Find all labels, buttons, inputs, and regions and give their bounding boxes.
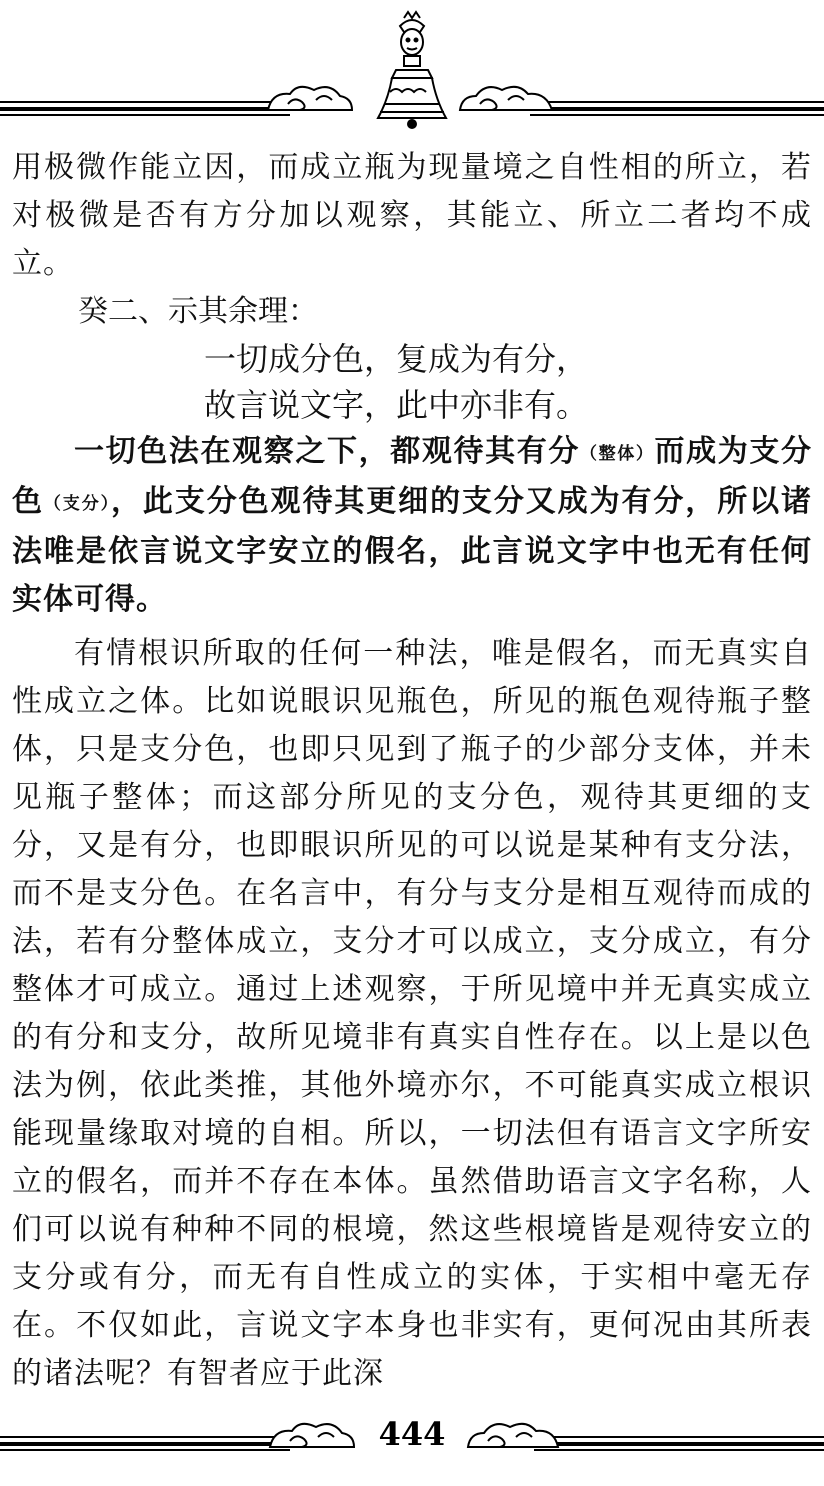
body-paragraph: 有情根识所取的任何一种法，唯是假名，而无真实自性成立之体。比如说眼识见瓶色，所见的瓶色观待瓶子整体，只是支分色，也即只见到了瓶子的少部分支体，并未见瓶子整体；而这部分所见的支分色，观待其更细的支分，又是有分，也即眼识所见的可以说是某种有支分法，而不是支分色。在名言中，有分与支分是相互观待而成的法，若有分整体成立，支分才可以成立，支分成立，有分整体才可成立。通过上述观察，于所见境中并无真实成立的有分和支分，故所见境非有真实自性存在。以上是以色法为例，依此类推，其他外境亦尔，不可能真实成立根识能现量缘取对境的自相。所以，一切法但有语言文字所安立的假名，而并不存在本体。虽然借助语言文字名称，人们可以说有种种不同的根境，然这些根境皆是观待安立的支分或有分，而无有自性成立的实体，于实相中毫无存在。不仅如此，言说文字本身也非实有，更何况由其所表的诸法呢？有智者应于此深 — [12, 636, 812, 1391]
cloud-scroll-icon — [268, 87, 352, 110]
cloud-scroll-icon — [468, 1424, 558, 1447]
section-heading: 癸二、示其余理： — [78, 294, 318, 329]
annotation-note: （整体） — [580, 444, 655, 464]
header-rule-right — [530, 102, 824, 115]
commentary-paragraph — [12, 428, 812, 624]
annotation-note: （支分） — [43, 494, 112, 514]
commentary-text: 一切色法在观察之下，都观待其有分 — [74, 434, 580, 469]
bell-icon — [378, 12, 446, 128]
page-number: 444 — [378, 1415, 446, 1453]
verse-line: 一切成分色，复成为有分， — [204, 340, 589, 378]
commentary-text: ，此支分色观待其更细的支分又成为有分，所以诸法唯是依言说文字安立的假名，此言说文字中也无有任何实体可得。 — [12, 484, 813, 617]
header-ornament — [0, 0, 824, 135]
header-rule-left — [0, 102, 290, 115]
body-paragraph: 用极微作能立因，而成立瓶为现量境之自性相的所立，若对极微是否有方分加以观察，其能立、所立二者均不成立。 — [12, 150, 812, 281]
commentary-text: 而成为支分色 — [12, 434, 812, 519]
footer-rule-left — [0, 1437, 290, 1450]
footer-rule-right — [534, 1437, 824, 1450]
page-content — [12, 144, 812, 1398]
cloud-scroll-icon — [270, 1424, 354, 1447]
verse-line: 故言说文字，此中亦非有。 — [204, 386, 589, 424]
cloud-scroll-icon — [460, 87, 552, 110]
